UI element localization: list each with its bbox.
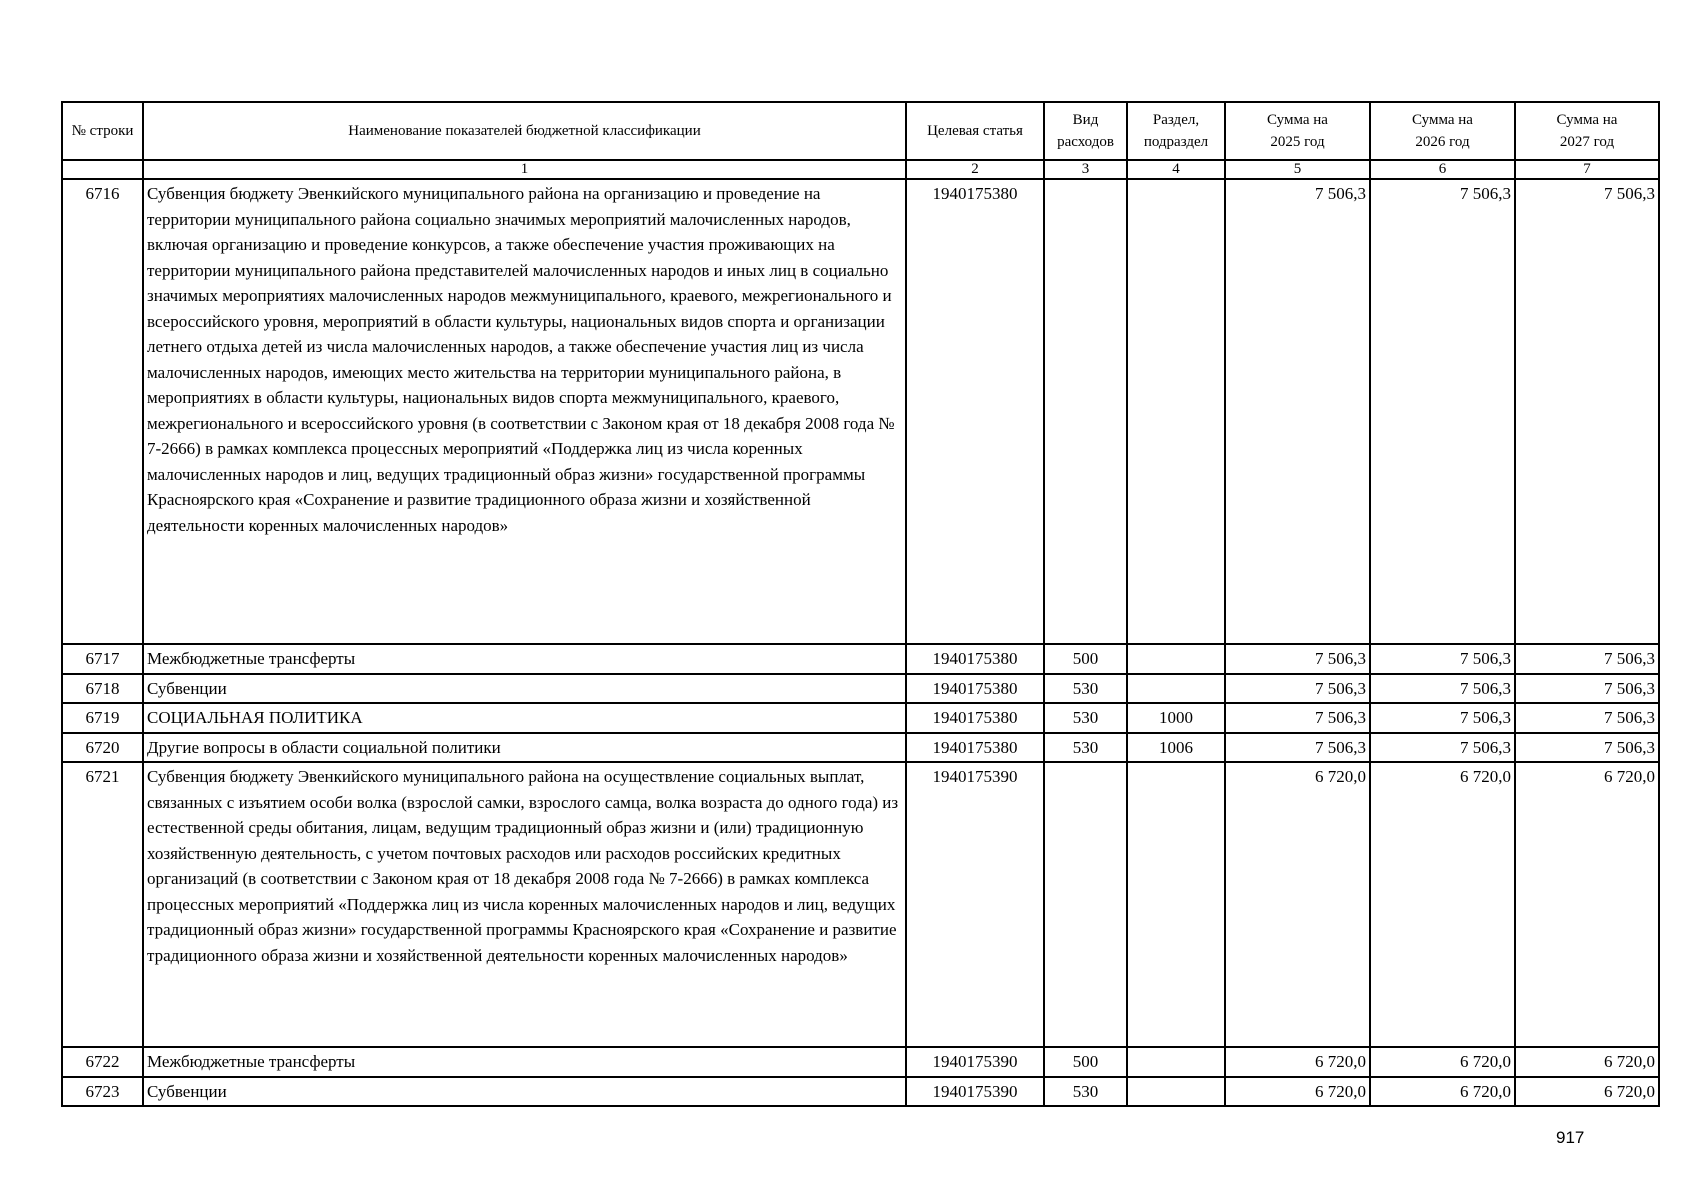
header-sum-2027: Сумма на 2027 год xyxy=(1515,102,1659,160)
row-sum-2026: 6 720,0 xyxy=(1370,1077,1515,1107)
row-section: 1006 xyxy=(1127,733,1225,763)
table-row xyxy=(62,179,1659,644)
table-row xyxy=(62,1047,1659,1077)
table-row xyxy=(62,674,1659,704)
row-target-article: 1940175380 xyxy=(906,703,1044,733)
row-name: Субвенции xyxy=(143,1077,906,1107)
table-row xyxy=(62,644,1659,674)
row-name: Межбюджетные трансферты xyxy=(143,644,906,674)
row-sum-2025: 6 720,0 xyxy=(1225,1077,1370,1107)
column-number: 6 xyxy=(1370,160,1515,179)
row-sum-2027: 7 506,3 xyxy=(1515,674,1659,704)
row-number: 6719 xyxy=(62,703,143,733)
column-number: 3 xyxy=(1044,160,1127,179)
row-target-article: 1940175380 xyxy=(906,179,1044,644)
row-target-article: 1940175380 xyxy=(906,674,1044,704)
row-sum-2026: 7 506,3 xyxy=(1370,733,1515,763)
row-sum-2027: 7 506,3 xyxy=(1515,703,1659,733)
table-row xyxy=(62,1077,1659,1107)
row-sum-2026: 6 720,0 xyxy=(1370,1047,1515,1077)
row-expense-kind: 530 xyxy=(1044,703,1127,733)
column-number: 7 xyxy=(1515,160,1659,179)
header-row-number: № строки xyxy=(62,102,143,160)
row-name: Субвенция бюджету Эвенкийского муниципального района на осуществление социальных выплат, связанных с изъятием особи волка (взрослой самки, взрослого самца, волка возраста до одного года) из естественной среды обитания, лицам, ведущим традиционный образ жизни и (или) традиционную хозяйственную деятельность, с учетом почтовых расходов или расходов российских кредитных организаций (в соответствии с Законом края от 18 декабря 2008 года № 7-2666) в рамках комплекса процессных мероприятий «Поддержка лиц из числа коренных малочисленных народов и лиц, ведущих традиционный образ жизни» государственной программы Красноярского края «Сохранение и развитие традиционного образа жизни и хозяйственной деятельности коренных малочисленных народов» xyxy=(143,762,906,1047)
header-section: Раздел, подраздел xyxy=(1127,102,1225,160)
row-sum-2025: 7 506,3 xyxy=(1225,674,1370,704)
row-target-article: 1940175390 xyxy=(906,1077,1044,1107)
row-sum-2025: 7 506,3 xyxy=(1225,179,1370,644)
row-target-article: 1940175390 xyxy=(906,1047,1044,1077)
row-name: СОЦИАЛЬНАЯ ПОЛИТИКА xyxy=(143,703,906,733)
row-sum-2027: 7 506,3 xyxy=(1515,733,1659,763)
row-sum-2025: 7 506,3 xyxy=(1225,703,1370,733)
table-header-row xyxy=(62,102,1659,160)
column-number: 2 xyxy=(906,160,1044,179)
column-number: 5 xyxy=(1225,160,1370,179)
row-expense-kind: 500 xyxy=(1044,1047,1127,1077)
row-sum-2027: 6 720,0 xyxy=(1515,1047,1659,1077)
column-number-row xyxy=(62,160,1659,179)
row-expense-kind: 530 xyxy=(1044,1077,1127,1107)
budget-table xyxy=(61,101,1660,1107)
row-target-article: 1940175390 xyxy=(906,762,1044,1047)
row-expense-kind: 500 xyxy=(1044,644,1127,674)
row-name: Межбюджетные трансферты xyxy=(143,1047,906,1077)
row-number: 6716 xyxy=(62,179,143,644)
column-number: 4 xyxy=(1127,160,1225,179)
row-expense-kind: 530 xyxy=(1044,733,1127,763)
row-sum-2027: 6 720,0 xyxy=(1515,1077,1659,1107)
row-sum-2026: 7 506,3 xyxy=(1370,179,1515,644)
column-number: 1 xyxy=(143,160,906,179)
row-sum-2027: 7 506,3 xyxy=(1515,179,1659,644)
page-number: 917 xyxy=(1556,1128,1585,1147)
row-number: 6720 xyxy=(62,733,143,763)
row-sum-2026: 7 506,3 xyxy=(1370,644,1515,674)
column-number-blank xyxy=(62,160,143,179)
row-section xyxy=(1127,644,1225,674)
row-name: Субвенция бюджету Эвенкийского муниципального района на организацию и проведение на территории муниципального района социально значимых мероприятий малочисленных народов, включая организацию и проведение конкурсов, а также обеспечение участия проживающих на территории муниципального района представителей малочисленных народов и иных лиц в социально значимых мероприятиях малочисленных народов межмуниципального, краевого, межрегионального и всероссийского уровня, мероприятий в области культуры, национальных видов спорта и организации летнего отдыха детей из числа малочисленных народов, а также обеспечение участия лиц из числа малочисленных народов, имеющих место жительства на территории муниципального района, в мероприятиях в области культуры, национальных видов спорта межмуниципального, краевого, межрегионального и всероссийского уровня (в соответствии с Законом края от 18 декабря 2008 года № 7-2666) в рамках комплекса процессных мероприятий «Поддержка лиц из числа коренных малочисленных народов и лиц, ведущих традиционный образ жизни» государственной программы Красноярского края «Сохранение и развитие традиционного образа жизни и хозяйственной деятельности коренных малочисленных народов» xyxy=(143,179,906,644)
row-section xyxy=(1127,1077,1225,1107)
header-indicator-name: Наименование показателей бюджетной классификации xyxy=(143,102,906,160)
row-sum-2026: 7 506,3 xyxy=(1370,703,1515,733)
row-number: 6723 xyxy=(62,1077,143,1107)
row-number: 6718 xyxy=(62,674,143,704)
table-row xyxy=(62,733,1659,763)
row-sum-2026: 6 720,0 xyxy=(1370,762,1515,1047)
row-section xyxy=(1127,179,1225,644)
table-row xyxy=(62,703,1659,733)
row-section xyxy=(1127,674,1225,704)
row-sum-2027: 7 506,3 xyxy=(1515,644,1659,674)
header-sum-2026: Сумма на 2026 год xyxy=(1370,102,1515,160)
row-expense-kind xyxy=(1044,762,1127,1047)
row-target-article: 1940175380 xyxy=(906,644,1044,674)
row-number: 6722 xyxy=(62,1047,143,1077)
row-sum-2025: 6 720,0 xyxy=(1225,762,1370,1047)
header-expense-kind: Вид расходов xyxy=(1044,102,1127,160)
row-number: 6717 xyxy=(62,644,143,674)
row-sum-2025: 7 506,3 xyxy=(1225,644,1370,674)
table-row xyxy=(62,762,1659,1047)
row-number: 6721 xyxy=(62,762,143,1047)
row-section xyxy=(1127,762,1225,1047)
row-sum-2025: 7 506,3 xyxy=(1225,733,1370,763)
row-expense-kind xyxy=(1044,179,1127,644)
row-target-article: 1940175380 xyxy=(906,733,1044,763)
header-target-article: Целевая статья xyxy=(906,102,1044,160)
row-sum-2026: 7 506,3 xyxy=(1370,674,1515,704)
row-section: 1000 xyxy=(1127,703,1225,733)
row-expense-kind: 530 xyxy=(1044,674,1127,704)
row-sum-2027: 6 720,0 xyxy=(1515,762,1659,1047)
header-sum-2025: Сумма на 2025 год xyxy=(1225,102,1370,160)
row-sum-2025: 6 720,0 xyxy=(1225,1047,1370,1077)
row-name: Другие вопросы в области социальной политики xyxy=(143,733,906,763)
row-section xyxy=(1127,1047,1225,1077)
row-name: Субвенции xyxy=(143,674,906,704)
